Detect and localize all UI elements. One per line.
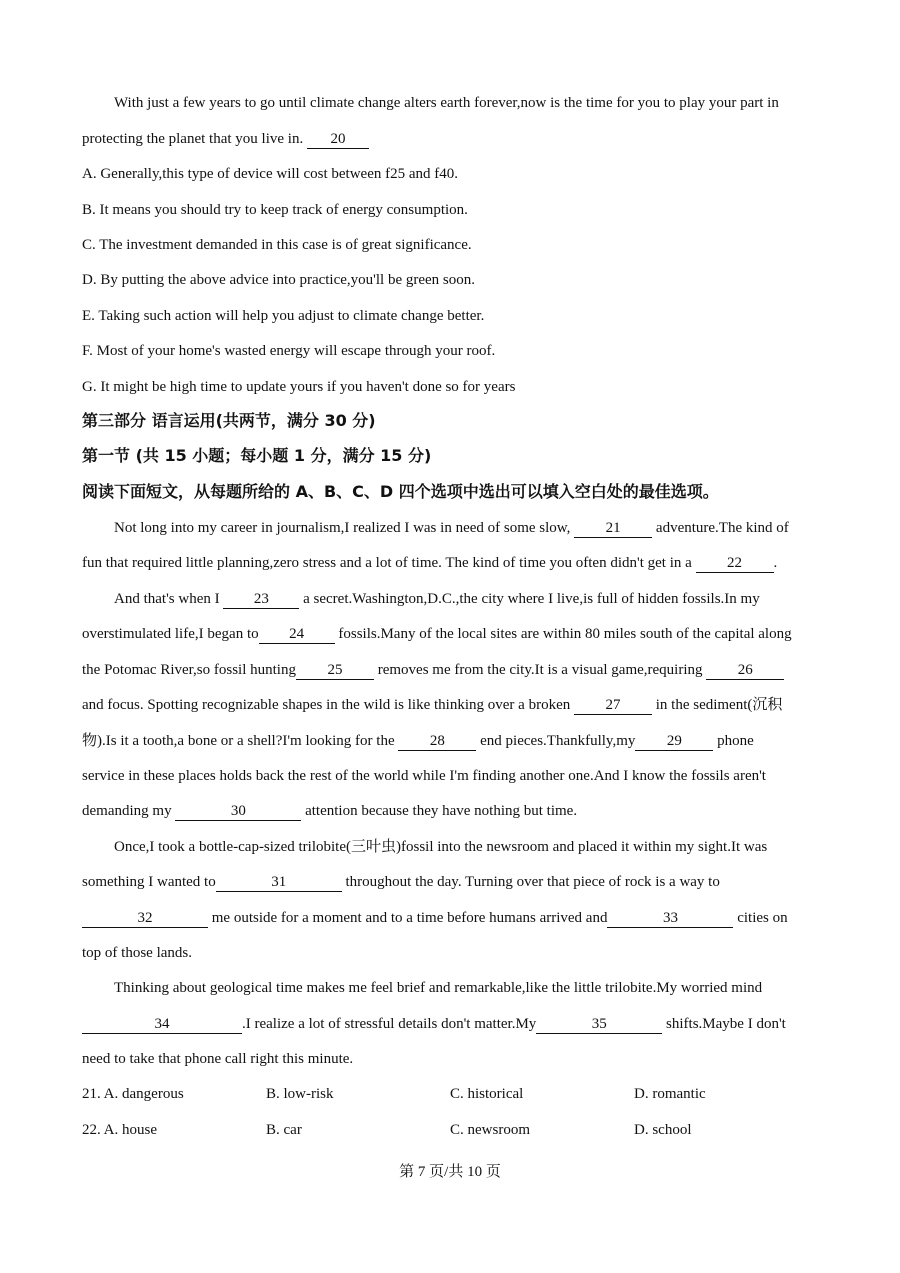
blank-35: 35 — [536, 1016, 662, 1034]
page-number: 第 7 页/共 10 页 — [399, 1164, 501, 1180]
option-c: C. The investment demanded in this case is of great significance. — [82, 237, 472, 253]
passage-line: and focus. Spotting recognizable shapes in the wild is like thinking over a broken 27 in the sediment(沉积 — [82, 697, 783, 713]
question-21-option-c: C. historical — [450, 1086, 524, 1102]
passage-line: 32 me outside for a moment and to a time before humans arrived and 33 cities on — [82, 908, 788, 928]
passage-line: top of those lands. — [82, 945, 192, 961]
passage-line: demanding my 30 attention because they have nothing but time. — [82, 803, 578, 819]
option-g: G. It might be high time to update yours if you haven't done so for years — [82, 379, 516, 395]
blank-25: 25 — [296, 662, 374, 680]
blank-20: 20 — [307, 131, 369, 149]
question-22-option-b: B. car — [266, 1122, 302, 1138]
blank-34: 34 — [82, 1016, 242, 1034]
section1-heading: 第一节 (共 15 小题；每小题 1 分，满分 15 分) — [82, 446, 432, 465]
blank-33: 33 — [607, 910, 733, 928]
option-f: F. Most of your home's wasted energy will escape through your roof. — [82, 343, 496, 359]
question-22-option-d: D. school — [634, 1122, 692, 1138]
instruction: 阅读下面短文，从每题所给的 A、B、C、D 四个选项中选出可以填入空白处的最佳选项。 — [82, 482, 719, 501]
part3-heading: 第三部分 语言运用(共两节，满分 30 分) — [82, 411, 376, 430]
blank-28: 28 — [398, 733, 476, 751]
option-b: B. It means you should try to keep track of energy consumption. — [82, 202, 468, 218]
question-22-option-a: 22. A. house — [82, 1122, 157, 1138]
passage-line: the Potomac River,so fossil hunting 25 removes me from the city.It is a visual game,requiring 26 — [82, 660, 784, 680]
passage-line: fun that required little planning,zero stress and a lot of time. The kind of time you often didn't get in a 22 . — [82, 555, 778, 571]
question-21-option-a: 21. A. dangerous — [82, 1086, 184, 1102]
passage-line: something I wanted to 31 throughout the day. Turning over that piece of rock is a way to — [82, 874, 720, 890]
blank-32: 32 — [82, 910, 208, 928]
blank-30: 30 — [175, 803, 301, 821]
question-22-option-c: C. newsroom — [450, 1122, 530, 1138]
passage-line: Thinking about geological time makes me feel brief and remarkable,like the little trilobite.My worried mind — [114, 980, 763, 996]
blank-27: 27 — [574, 697, 652, 715]
blank-31: 31 — [216, 874, 342, 892]
passage-line: Not long into my career in journalism,I realized I was in need of some slow, 21 adventure.The kind of — [114, 520, 789, 536]
blank-26: 26 — [706, 662, 784, 680]
blank-21: 21 — [574, 520, 652, 538]
blank-24: 24 — [259, 626, 335, 644]
question-21-option-d: D. romantic — [634, 1086, 706, 1102]
blank-22: 22 — [696, 555, 774, 573]
passage-line: overstimulated life,I began to 24 fossils.Many of the local sites are within 80 miles south of the capital along — [82, 626, 792, 642]
passage-line: need to take that phone call right this minute. — [82, 1051, 354, 1067]
passage-line: With just a few years to go until climate change alters earth forever,now is the time for you to play your part in — [114, 95, 779, 111]
blank-29: 29 — [635, 733, 713, 751]
option-e: E. Taking such action will help you adjust to climate change better. — [82, 308, 485, 324]
passage-line: service in these places holds back the rest of the world while I'm finding another one.And I know the fossils aren't — [82, 768, 766, 784]
question-21-option-b: B. low-risk — [266, 1086, 334, 1102]
passage-line: 34 .I realize a lot of stressful details don't matter.My 35 shifts.Maybe I don't — [82, 1014, 786, 1034]
passage-line: 物).Is it a tooth,a bone or a shell?I'm looking for the 28 end pieces.Thankfully,my 29 phone — [82, 733, 754, 749]
passage-line: Once,I took a bottle-cap-sized trilobite(三叶虫)fossil into the newsroom and placed it within my sight.It was — [114, 839, 768, 855]
blank-23: 23 — [223, 591, 299, 609]
passage-line: protecting the planet that you live in. 20 — [82, 129, 369, 149]
passage-line: And that's when I 23 a secret.Washington,D.C.,the city where I live,is full of hidden fossils.In my — [114, 591, 760, 607]
option-d: D. By putting the above advice into practice,you'll be green soon. — [82, 272, 476, 288]
option-a: A. Generally,this type of device will cost between f25 and f40. — [82, 166, 458, 182]
